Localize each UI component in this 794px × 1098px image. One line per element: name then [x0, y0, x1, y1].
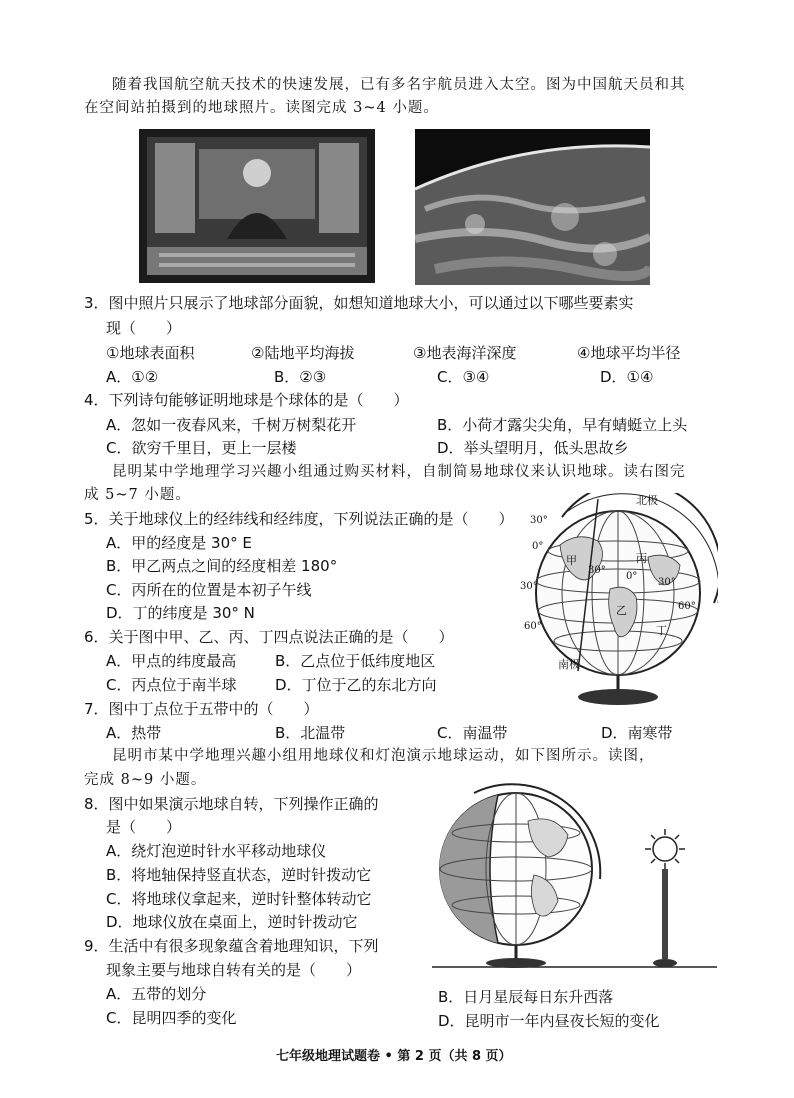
intro-text-3b: 完成 8~9 小题。: [84, 772, 207, 788]
q3-item-4: ④地球平均半径: [577, 344, 681, 362]
q3-option-b[interactable]: B．②③: [274, 368, 327, 386]
q4-option-c[interactable]: C．欲穷千里目，更上一层楼: [106, 439, 297, 457]
q4-option-b[interactable]: B．小荷才露尖尖角，早有蜻蜓立上头: [437, 416, 688, 434]
q5-option-a[interactable]: A．甲的经度是 30° E: [106, 534, 252, 552]
globe-figure-1: [518, 493, 718, 709]
q8-option-a[interactable]: A．绕灯泡逆时针水平移动地球仪: [106, 842, 327, 860]
q3-item-3: ③地表海洋深度: [413, 344, 517, 362]
page-footer: 七年级地理试题卷 • 第 2 页（共 8 页）: [276, 1049, 512, 1064]
intro-text-2b: 成 5~7 小题。: [84, 487, 191, 503]
q9-stem: 9．生活中有很多现象蕴含着地理知识，下列: [84, 937, 379, 955]
lon-label-3: 30°: [658, 577, 676, 588]
q8-option-b[interactable]: B．将地轴保持竖直状态，逆时针拨动它: [106, 866, 372, 884]
q9-stem-2: 现象主要与地球自转有关的是（ ）: [106, 961, 362, 979]
q9-option-a[interactable]: A．五带的划分: [106, 985, 207, 1003]
q3-stem: 3．图中照片只展示了地球部分面貌，如想知道地球大小，可以通过以下哪些要素实: [84, 294, 634, 312]
astronaut-photo: [139, 129, 375, 283]
lat-label-4: 60°: [524, 621, 542, 632]
q8-stem-2: 是（ ）: [106, 818, 182, 836]
q3-option-c[interactable]: C．③④: [437, 368, 490, 386]
point-jia: 甲: [566, 554, 577, 567]
q6-option-a[interactable]: A．甲点的纬度最高: [106, 652, 237, 670]
q6-option-b[interactable]: B．乙点位于低纬度地区: [275, 652, 436, 670]
q5-option-c[interactable]: C．丙所在的位置是本初子午线: [106, 581, 312, 599]
q8-option-c[interactable]: C．将地球仪拿起来，逆时针整体转动它: [106, 890, 372, 908]
q9-option-c[interactable]: C．昆明四季的变化: [106, 1009, 237, 1027]
q5-stem: 5．关于地球仪上的经纬线和经纬度，下列说法正确的是（ ）: [84, 510, 514, 528]
q7-option-d[interactable]: D．南寒带: [601, 724, 673, 742]
lat-label-3: 30°: [520, 581, 538, 592]
q9-option-d[interactable]: D．昆明市一年内昼夜长短的变化: [438, 1012, 660, 1030]
q7-stem: 7．图中丁点位于五带中的（ ）: [84, 700, 319, 718]
south-pole-label: 南极: [558, 658, 580, 671]
point-bing: 丙: [636, 552, 647, 565]
q3-item-1: ①地球表面积: [106, 344, 195, 362]
q4-option-d[interactable]: D．举头望明月，低头思故乡: [437, 439, 629, 457]
earth-photo: [415, 129, 650, 285]
q3-item-2: ②陆地平均海拔: [251, 344, 355, 362]
intro-text-1: 随着我国航空航天技术的快速发展，已有多名宇航员进入太空。图为中国航天员和其: [112, 77, 686, 93]
lat-label-2: 0°: [532, 541, 544, 552]
q8-option-d[interactable]: D．地球仪放在桌面上，逆时针拨动它: [106, 913, 358, 931]
point-ding: 丁: [656, 624, 667, 637]
lat-label-1: 30°: [530, 515, 548, 526]
q6-option-d[interactable]: D．丁位于乙的东北方向: [275, 676, 437, 694]
globe-lamp-figure: [432, 783, 717, 973]
q3-option-d[interactable]: D．①④: [600, 368, 654, 386]
q7-option-a[interactable]: A．热带: [106, 724, 162, 742]
q5-option-b[interactable]: B．甲乙两点之间的经度相差 180°: [106, 557, 338, 575]
lon-label-2: 0°: [626, 571, 638, 582]
point-yi: 乙: [616, 604, 627, 617]
lon-label-1: 30°: [588, 565, 606, 576]
lon-label-4: 60°: [678, 601, 696, 612]
q9-option-b[interactable]: B．日月星辰每日东升西落: [438, 988, 614, 1006]
intro-text-3: 昆明市某中学地理兴趣小组用地球仪和灯泡演示地球运动，如下图所示。读图，: [112, 748, 655, 764]
q6-option-c[interactable]: C．丙点位于南半球: [106, 676, 237, 694]
q7-option-b[interactable]: B．北温带: [275, 724, 346, 742]
q4-stem: 4．下列诗句能够证明地球是个球体的是（ ）: [84, 391, 409, 409]
q3-stem-2: 现（ ）: [106, 319, 182, 337]
north-pole-label: 北极: [636, 494, 658, 507]
q6-stem: 6．关于图中甲、乙、丙、丁四点说法正确的是（ ）: [84, 628, 454, 646]
q5-option-d[interactable]: D．丁的纬度是 30° N: [106, 604, 255, 622]
intro-text-2: 昆明某中学地理学习兴趣小组通过购买材料，自制简易地球仪来认识地球。读右图完: [112, 464, 686, 480]
q7-option-c[interactable]: C．南温带: [437, 724, 508, 742]
q3-option-a[interactable]: A．①②: [106, 368, 159, 386]
intro-text-1b: 在空间站拍摄到的地球照片。读图完成 3~4 小题。: [84, 100, 439, 116]
q4-option-a[interactable]: A．忽如一夜春风来，千树万树梨花开: [106, 416, 357, 434]
q8-stem: 8．图中如果演示地球自转，下列操作正确的: [84, 795, 379, 813]
